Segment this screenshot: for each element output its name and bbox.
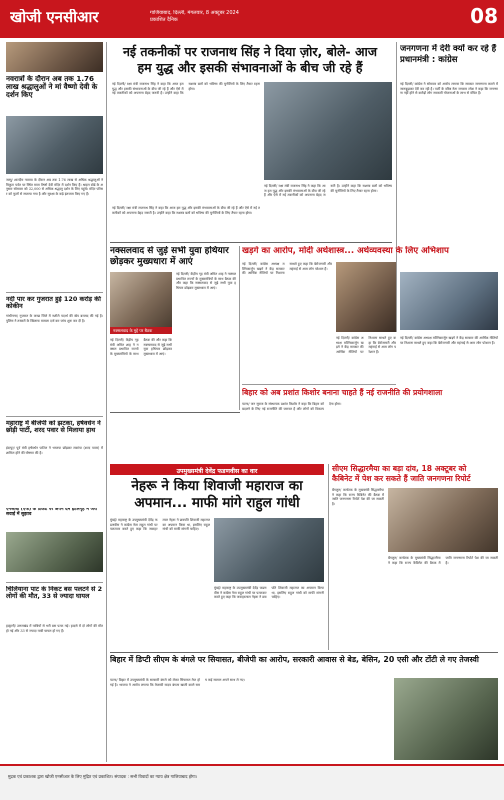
story1-headline: नवरात्रों के दौरान अब तक 1.76 लाख श्रद्धालुओं ने मां वैष्णो देवी के दर्शन किए (6, 75, 98, 99)
census-body: नई दिल्ली/ कांग्रेस ने सोमवार को आरोप लगाया कि सरकार जनगणना कराने में जानबूझकर देरी कर रही है। पार्टी के वरिष्ठ नेता जयराम रमेश ने कहा कि जनगणना नहीं होने से करोड़ों लोग सरकारी योजनाओं के लाभ से वंचित हैं। (400, 82, 498, 96)
kharge-body-3: नई दिल्ली/ कांग्रेस अध्यक्ष मल्लिकार्जुन खड़गे ने केंद्र सरकार की आर्थिक नीतियों पर निशाना साधते हुए कहा कि बेरोजगारी और महंगाई से आम लोग परेशान हैं। (400, 336, 498, 345)
story3-headline: महाराष्ट्र में बीजेपी को झटका, हर्षवर्धन ने छोड़ी पार्टी, शरद पवार से मिलाया हाथ (6, 420, 101, 434)
left-column (6, 42, 103, 760)
census-headline: जनगणना में देरी क्यों कर रहे हैं प्रधानमंत्री : कांग्रेस (400, 44, 497, 65)
top-story-body: नई दिल्ली/ रक्षा मंत्री राजनाथ सिंह ने कहा कि आज हम युद्ध और इसकी संभावनाओं के बीच जी रहे हैं और ऐसे में नई तकनीकों को अपनाना बेहद जरूरी है। उन्होंने कहा कि सशस्त्र बलों को भविष्य की चुनौतियों के लिए तैयार रहना होगा। (112, 82, 260, 96)
story1-body: जम्मू/ शारदीय नवरात्र के दौरान अब तक 1.76 लाख से अधिक श्रद्धालुओं ने त्रिकुटा पर्वत पर स्थित माता वैष्णो देवी मंदिर में दर्शन किए हैं। श्राइन बोर्ड के अनुसार सोमवार को 32,000 से अधिक श्रद्धालु दर्शन के लिए पहुंचे। मंदिर परिसर को फूलों से सजाया गया है और सुरक्षा के कड़े इंतजाम किए गए हैं। (6, 178, 103, 196)
naxal-photo (110, 272, 172, 334)
top-story-body-3: नई दिल्ली/ रक्षा मंत्री राजनाथ सिंह ने कहा कि आज हम युद्ध और इसकी संभावनाओं के बीच जी रहे हैं और ऐसे में नई तकनीकों को अपनाना बेहद जरूरी है। उन्होंने कहा कि सशस्त्र बलों को भविष्य की चुनौतियों के लिए तैयार रहना होगा। (112, 206, 260, 215)
karnataka-body: बेंगलुरु/ कर्नाटक के मुख्यमंत्री सिद्धारमैया ने कहा कि राज्य कैबिनेट की बैठक में जाति जनगणना रिपोर्ट पेश की जा सकती है। (332, 488, 384, 506)
siddaramaiah-photo (388, 488, 498, 552)
naxal-caption: नक्सलवाद के मुद्दे पर बैठक (110, 327, 172, 334)
story2-body: गांधीनगर/ गुजरात के कच्छ जिले में नशीले पदार्थ की खेप बरामद की गई है। पुलिस ने तस्करों के खिलाफ मामला दर्ज कर जांच शुरू कर दी है। (6, 314, 103, 323)
masthead-title: खोजी एनसीआर (10, 9, 99, 26)
footer-text: मुद्रक एवं प्रकाशक द्वारा खोजी एनसीआर के लिए मुद्रित एवं प्रकाशित। संपादक : सभी विवादों का न्याय क्षेत्र गाजियाबाद होगा। (8, 774, 198, 779)
tejashwi-photo (394, 678, 498, 760)
masthead-info (150, 10, 430, 24)
nehru-headline-line2: अपमान... माफी मांगे राहुल गांधी (134, 495, 300, 511)
prashant-body: पटना/ जन सुराज के संस्थापक प्रशांत किशोर ने कहा कि बिहार को बदलने के लिए नई राजनीति की जरूरत है और लोगों को विकल्प देना होगा। (242, 402, 342, 411)
karnataka-headline-line1: सीएम सिद्धारमैया का बड़ा दांव, 18 अक्टूबर को (332, 464, 467, 473)
top-story-headline (110, 44, 390, 76)
fadnavis-photo (214, 518, 324, 582)
story4-headline: चिलियाना पाट के निकट बस पलटने से 2 लोगों की मौत, 33 से ज्यादा घायल (6, 586, 103, 600)
story5-headline: एनसीबी (एफ) के टिकट पर अपने दम इंटेलगृह में जरा सवाई में सुझाव (6, 508, 98, 517)
story1-photo (6, 116, 103, 174)
masthead-subline: प्रकाशित दैनिक (150, 17, 178, 23)
top-story-headline-line2: हम युद्ध और इसकी संभावनाओं के बीच जी रहे हैं (137, 60, 363, 75)
masthead-date: गाजियाबाद, दिल्ली, मंगलवार, 8 अक्टूबर 2024 (150, 10, 239, 16)
rajnath-photo (264, 82, 392, 180)
fadnavis-strip-label: उपमुख्यमंत्री देवेंद्र फडणवीस का वार (176, 468, 258, 475)
story2-headline: नदी पार कर गुजरात हुई 120 करोड़ की कोकीन (6, 296, 101, 310)
story4-body: हल्द्वानी/ उत्तराखंड में यात्रियों से भरी बस पलट गई। हादसे में दो लोगों की मौत हो गई और 33 से ज्यादा यात्री घायल हो गए हैं। (6, 624, 103, 633)
masthead (0, 0, 504, 38)
kharge-headline: खड़गे का आरोप, मोदी अर्थशास्त्र... अर्थव्यवस्था के लिए अभिशाप (242, 246, 449, 256)
karnataka-headline (332, 464, 498, 484)
kharge-body: नई दिल्ली/ कांग्रेस अध्यक्ष मल्लिकार्जुन खड़गे ने केंद्र सरकार की आर्थिक नीतियों पर निशाना साधते हुए कहा कि बेरोजगारी और महंगाई से आम लोग परेशान हैं। (242, 262, 332, 276)
bihar-body: पटना/ बिहार में उपमुख्यमंत्री के सरकारी बंगले को लेकर सियासत तेज हो गई है। भाजपा ने आरोप लगाया कि तेजस्वी यादव बंगला खाली करते समय कई सामान अपने साथ ले गए। (110, 678, 245, 687)
story3-body: इंदापुर/ पूर्व मंत्री हर्षवर्धन पाटिल ने भाजपा छोड़कर राकांपा (शरद पवार) में शामिल होने की घोषणा की है। (6, 446, 103, 455)
top-story-body-2: नई दिल्ली/ रक्षा मंत्री राजनाथ सिंह ने कहा कि आज हम युद्ध और इसकी संभावनाओं के बीच जी रहे हैं और ऐसे में नई तकनीकों को अपनाना बेहद जरूरी है। उन्होंने कहा कि सशस्त्र बलों को भविष्य की चुनौतियों के लिए तैयार रहना होगा। (264, 184, 392, 198)
census-photo (400, 272, 498, 330)
naxal-body: नई दिल्ली/ केंद्रीय गृह मंत्री अमित शाह ने नक्सल प्रभावित राज्यों के मुख्यमंत्रियों के साथ बैठक की और कहा कि नक्सलवाद से जुड़े सभी युवा हथियार छोड़कर मुख्यधारा में आएं। (176, 272, 236, 290)
prashant-headline: बिहार को अब प्रशांत किशोर बनाना चाहते हैं नई राजनीति की प्रयोगशाला (242, 388, 443, 397)
footer (0, 764, 504, 800)
nehru-headline (110, 478, 324, 512)
karnataka-body-2: बेंगलुरु/ कर्नाटक के मुख्यमंत्री सिद्धारमैया ने कहा कि राज्य कैबिनेट की बैठक में जाति जनगणना रिपोर्ट पेश की जा सकती है। (388, 556, 498, 565)
kharge-photo (336, 262, 396, 332)
top-story-headline-line1: नई तकनीकों पर राजनाथ सिंह ने दिया ज़ोर, बोले- आज (122, 44, 378, 59)
naxal-body-2: नई दिल्ली/ केंद्रीय गृह मंत्री अमित शाह ने नक्सल प्रभावित राज्यों के मुख्यमंत्रियों के साथ बैठक की और कहा कि नक्सलवाद से जुड़े सभी युवा हथियार छोड़कर मुख्यधारा में आएं। (110, 338, 172, 356)
right-column (400, 44, 498, 334)
fadnavis-strip (110, 464, 324, 475)
nehru-headline-line1: नेहरू ने किया शिवाजी महाराज का (131, 478, 303, 494)
nehru-body: मुंबई/ महाराष्ट्र के उपमुख्यमंत्री देवेंद्र फडणवीस ने कांग्रेस नेता राहुल गांधी पर पलटवार करते हुए कहा कि जवाहरलाल नेहरू ने छत्रपति शिवाजी महाराज का अपमान किया था, इसलिए राहुल गांधी को माफी मांगनी चाहिए। (110, 518, 210, 532)
nehru-body-2: मुंबई/ महाराष्ट्र के उपमुख्यमंत्री देवेंद्र फडणवीस ने कांग्रेस नेता राहुल गांधी पर पलटवार करते हुए कहा कि जवाहरलाल नेहरू ने छत्रपति शिवाजी महाराज का अपमान किया था, इसलिए राहुल गांधी को माफी मांगनी चाहिए। (214, 586, 324, 600)
bihar-headline: बिहार में डिप्टी सीएम के बंगले पर सियासत, बीजेपी का आरोप, सरकारी आवास से बेड, बेसिन, 20 एसी और टोंटी ले गए तेजस्वी (110, 655, 479, 664)
kharge-body-2: नई दिल्ली/ कांग्रेस अध्यक्ष मल्लिकार्जुन खड़गे ने केंद्र सरकार की आर्थिक नीतियों पर निशाना साधते हुए कहा कि बेरोजगारी और महंगाई से आम लोग परेशान हैं। (336, 336, 396, 354)
vaishno-devi-photo (6, 42, 103, 72)
naxal-headline: नक्सलवाद से जुड़े सभी युवा हथियार छोड़कर मुख्यधारा में आएं (110, 246, 229, 267)
page-number: 08 (470, 6, 498, 28)
karnataka-headline-line2: कैबिनेट में पेश कर सकते हैं जाति जनगणना रिपोर्ट (332, 474, 471, 483)
left-photo-mid (6, 532, 103, 572)
